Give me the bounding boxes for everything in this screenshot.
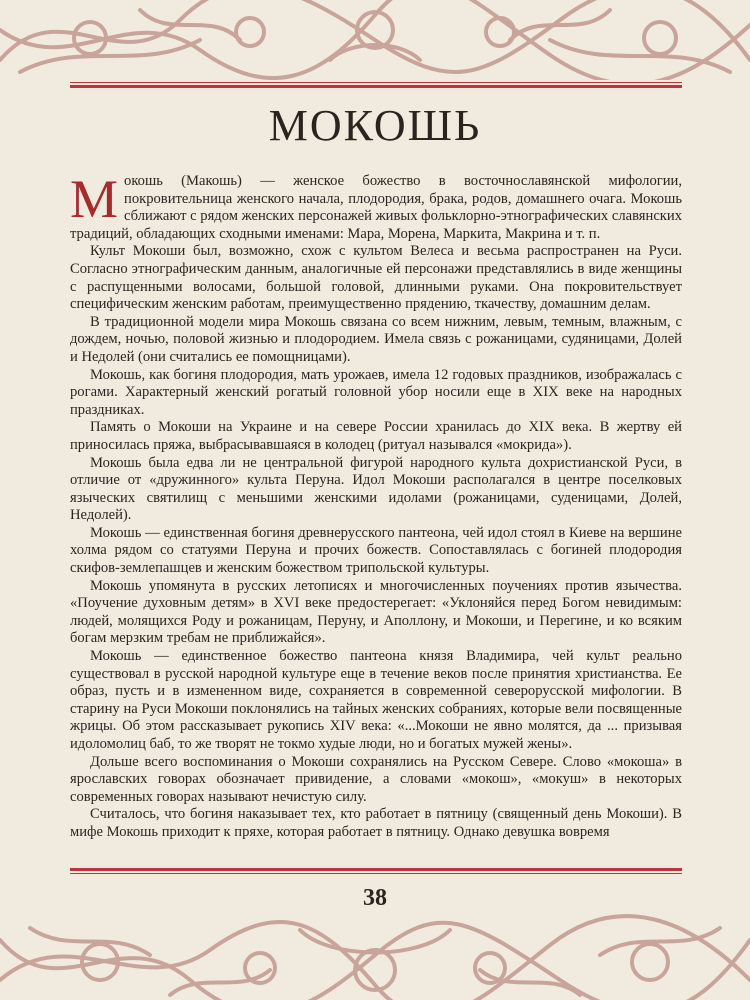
paragraph-8: Мокошь упомянута в русских летописях и многочисленных поучениях против язычества. «Поучение духовным детям» в XVI веке предостерегает: «Уклоняйся перед Богом невидимым: людей, молящихся Роду и рожаницам, Перуну, и Аполлону, и Мокоши, и Перегине, и ко всяким богам мерзким требам не приближайся». [70,577,682,647]
bottom-rule-thin-line [70,873,682,874]
top-red-rule [70,82,682,88]
paragraph-6: Мокошь была едва ли не центральной фигурой народного культа дохристианской Руси, в отличие от «дружинного» культа Перуна. Идол Мокоши располагался в центре поселковых языческих святилищ с меньшими женскими идолами (рожаницами, суденицами, Долей, Недолей). [70,454,682,524]
paragraph-11: Считалось, что богиня наказывает тех, кто работает в пятницу (священный день Мокоши). В мифе Мокошь приходит к пряхе, которая работает в пятницу. Однако девушка вовремя [70,806,682,840]
paragraph-4: Мокошь, как богиня плодородия, мать урожаев, имела 12 годовых праздников, изображалась с рогами. Характерный женский рогатый головной убор носили еще в XIX веке на народных праздниках. [70,366,682,418]
page-number: 38 [363,885,387,911]
paragraph-10: Дольше всего воспоминания о Мокоши сохранялись на Русском Севере. Слово «мокоша» в ярославских говорах обозначает привидение, а словами «мокош», «мокуш» в некоторых современных говорах называют нечистую силу. [70,753,682,805]
top-knotwork-ornament [0,0,750,80]
paragraph-1-text: окошь (Макошь) — женское божество в восточнославянской мифологии, покровительница женского начала, плодородия, брака, родов, домашнего очага. Мокошь сближают с рядом женских персонажей живых фольклорно-этнографических славянских традиций, обладающих сходными именами: Мара, Морена, Маркита, Макрина и т. п. [70,173,682,242]
top-rule-thick-line [70,85,682,88]
bottom-red-rule [70,868,682,874]
paragraph-2: Культ Мокоши был, возможно, схож с культом Велеса и весьма распространен на Руси. Согласно этнографическим данным, аналогичные ей персонажи представлялись в виде женщины с распущенными волосами, большой головой, длинными руками. Она покровительствует специфическим женским работам, преимущественно прядению, ткачеству, домашним делам. [70,243,682,313]
paragraph-7: Мокошь — единственная богиня древнерусского пантеона, чей идол стоял в Киеве на вершине холма рядом со статуями Перуна и прочих божеств. Сопоставлялась с богиней плодородия скифов-землепашцев и женским божеством трипольской культуры. [70,524,682,577]
drop-cap: М [70,169,119,229]
paragraph-3: В традиционной модели мира Мокошь связана со всем нижним, левым, темным, влажным, с дождем, ночью, половой жизнью и плодородием. Имела связь с рожаницами, судяницами, Долей и Недолей (они считались ее помощницами). [70,313,682,365]
top-rule-thin-line [70,82,682,83]
article-body [70,169,682,842]
paragraph-5: Память о Мокоши на Украине и на севере России хранилась до XIX века. В жертву ей приносилась пряжа, выбрасывавшаяся в колодец (ритуал назывался «мокрида»). [70,419,682,453]
bottom-rule-thick-line [70,868,682,871]
bottom-knotwork-ornament [0,910,750,1000]
page-title: МОКОШЬ [268,101,482,150]
paragraph-9: Мокошь — единственное божество пантеона князя Владимира, чей культ реально существовал в русской народной культуре еще в течение веков после принятия христианства. Ее образ, пусть и в измененном виде, сохраняется в современной северорусской мифологии. В старину на Руси Мокоши поклонялись на тайных женских собраниях, которые вели посвященные жрицы. Об этом рассказывает рукопись XIV века: «...Мокоши не явно молятся, да ... призывая идоломолиц баб, то же творят не токмо худые люди, но и богатых мужей жены». [70,648,682,752]
paragraph-1 [70,169,682,243]
